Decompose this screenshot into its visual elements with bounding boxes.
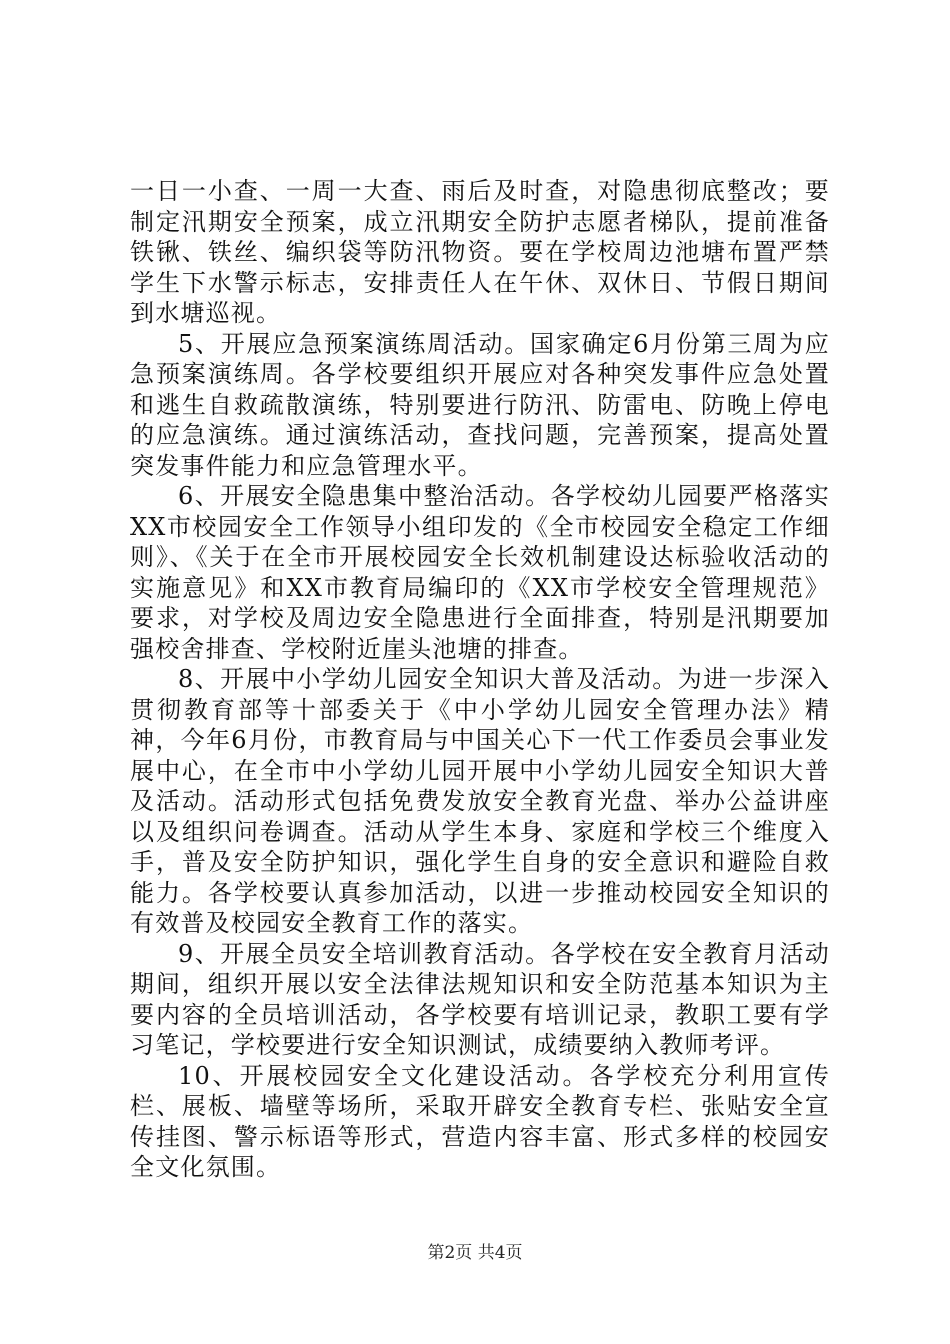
paragraph-continued: 一日一小查、一周一大查、雨后及时查，对隐患彻底整改；要制定汛期安全预案，成立汛期安全防护志愿者梯队，提前准备铁锹、铁丝、编织袋等防汛物资。要在学校周边池塘布置严禁学生下水警示标志，安排责任人在午休、双休日、节假日期间到水塘巡视。 xyxy=(130,177,830,327)
page-footer: 第2页 共4页 xyxy=(427,1243,523,1263)
paragraph-item-5: 5、开展应急预案演练周活动。国家确定6月份第三周为应急预案演练周。各学校要组织开展应对各种突发事件应急处置和逃生自救疏散演练，特别要进行防汛、防雷电、防晚上停电的应急演练。通过演练活动，查找问题，完善预案，提高处置突发事件能力和应急管理水平。 xyxy=(130,329,830,480)
paragraph-item-6: 6、开展安全隐患集中整治活动。各学校幼儿园要严格落实XX市校园安全工作领导小组印发的《全市校园安全稳定工作细则》、《关于在全市开展校园安全长效机制建设达标验收活动的实施意见》和XX市教育局编印的《XX市学校安全管理规范》要求，对学校及周边安全隐患进行全面排查，特别是汛期要加强校舍排查、学校附近崖头池塘的排查。 xyxy=(130,482,830,663)
document-body xyxy=(130,176,830,1183)
paragraph-item-8: 8、开展中小学幼儿园安全知识大普及活动。为进一步深入贯彻教育部等十部委关于《中小学幼儿园安全管理办法》精神，今年6月份，市教育局与中国关心下一代工作委员会事业发展中心，在全市中小学幼儿园开展中小学幼儿园安全知识大普及活动。活动形式包括免费发放安全教育光盘、举办公益讲座以及组织问卷调查。活动从学生本身、家庭和学校三个维度入手，普及安全防护知识，强化学生自身的安全意识和避险自救能力。各学校要认真参加活动，以进一步推动校园安全知识的有效普及校园安全教育工作的落实。 xyxy=(130,665,830,937)
paragraph-item-9: 9、开展全员安全培训教育活动。各学校在安全教育月活动期间，组织开展以安全法律法规知识和安全防范基本知识为主要内容的全员培训活动，各学校要有培训记录，教职工要有学习笔记，学校要进行安全知识测试，成绩要纳入教师考评。 xyxy=(130,939,830,1059)
paragraph-item-10: 10、开展校园安全文化建设活动。各学校充分利用宣传栏、展板、墙壁等场所，采取开辟安全教育专栏、张贴安全宣传挂图、警示标语等形式，营造内容丰富、形式多样的校园安全文化氛围。 xyxy=(130,1061,830,1181)
